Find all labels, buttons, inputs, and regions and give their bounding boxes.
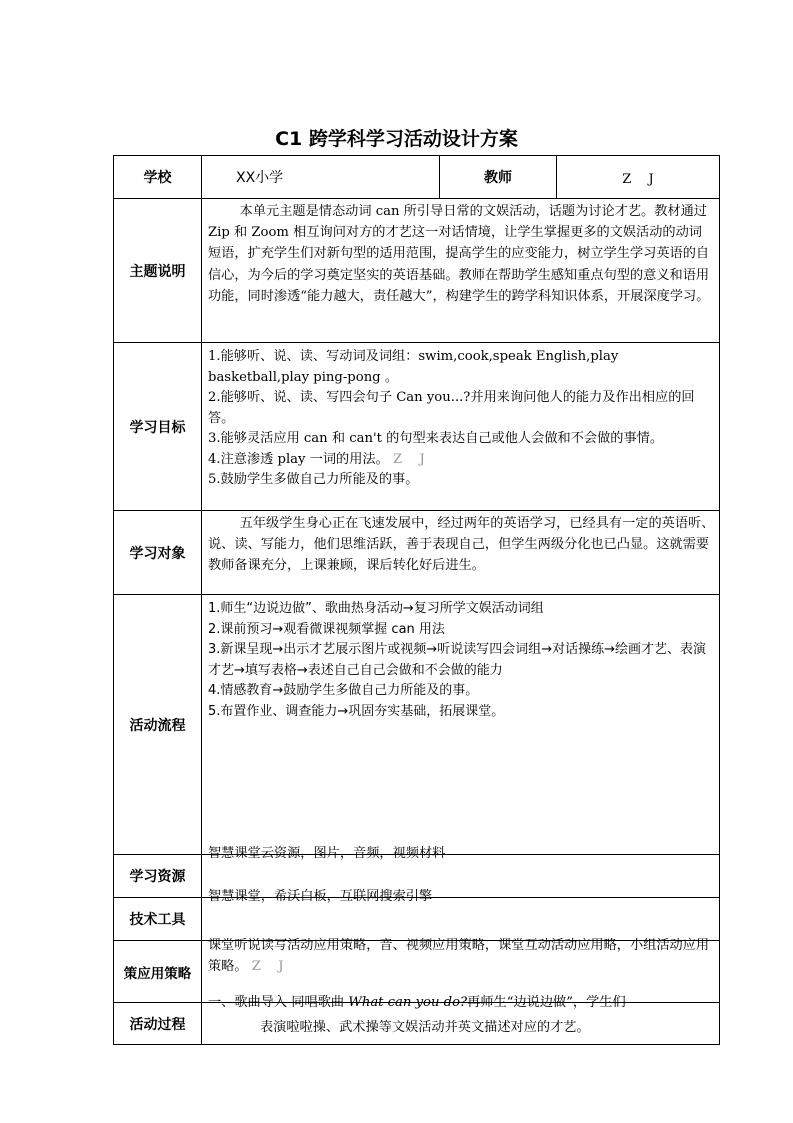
- strategy-body: 课堂听说读写活动应用策略，音、视频应用策略，课堂互动活动应用略，小组活动应用策略。: [208, 938, 710, 975]
- topic-cell: [202, 199, 720, 343]
- teacher-value: Z J: [557, 156, 720, 199]
- tools-label: 技术工具: [114, 898, 202, 941]
- school-value: XX小学: [202, 156, 440, 199]
- topic-row: [114, 199, 720, 343]
- school-label: 学校: [114, 156, 202, 199]
- goal-item: 3.能够灵活应用 can 和 can't 的句型来表达自己或他人会做和不会做的事情。: [208, 431, 664, 446]
- flow-item: 3.新课呈现→出示才艺展示图片或视频→听说读写四会词组→对话操练→绘画才艺、表演才艺→填写表格→表述自己自己会做和不会做的能力: [208, 642, 706, 678]
- goals-label: 学习目标: [114, 343, 202, 511]
- process-line-2: 表演啦啦操、武术操等文娱活动并英文描述对应的才艺。: [260, 1020, 590, 1036]
- audience-label: 学习对象: [114, 511, 202, 595]
- flow-item: 4.情感教育→鼓励学生多做自己力所能及的事。: [208, 683, 479, 698]
- process-label: 活动过程: [114, 1003, 202, 1045]
- page-title: C1 跨学科学习活动设计方案: [275, 128, 518, 150]
- flow-item: 2.课前预习→观看微课视频掌握 can 用法: [208, 621, 445, 637]
- process-line-1-prefix: 一、歌曲导入 同唱歌曲: [208, 995, 349, 1010]
- teacher-label: 教师: [440, 156, 557, 199]
- audience-cell: [202, 511, 720, 595]
- goal-item: 1.能够听、说、读、写动词及词组：swim,cook,speak English,play basketball,play ping-pong 。: [208, 349, 619, 385]
- process-row: [114, 1003, 720, 1045]
- flow-item: 1.师生“边说边做”、歌曲热身活动→复习所学文娱活动词组: [208, 601, 544, 616]
- topic-text: 本单元主题是情态动词 can 所引导日常的文娱活动，话题为讨论才艺。教材通过 Zip 和 Zoom 相互询问对方的才艺这一对话情境，让学生掌握更多的文娱活动的动词短语，扩充学生们对新句型的适用范围，提高学生的应变能力，树立学生学习英语的自信心，为今后的学习奠定坚实的英语基础。教师在帮助学生感知重点句型的意义和语用功能，同时渗透“能力越大，责任越大”，构建学生的跨学科知识体系，开展深度学习。: [208, 204, 710, 304]
- audience-text: 五年级学生身心正在飞速发展中，经过两年的英语学习，已经具有一定的英语听、说、读、写能力，他们思维活跃，善于表现自己，但学生两级分化也已凸显。这就需要教师备课充分，上课兼顾，课后转化好后进生。: [208, 516, 715, 574]
- flow-row: [114, 595, 720, 855]
- header-row: [114, 156, 720, 199]
- process-line-1: [208, 992, 715, 1013]
- goal-item: [208, 450, 715, 471]
- flow-cell: [202, 595, 720, 855]
- resources-text: 智慧课堂云资源，图片，音频，视频材料: [208, 846, 446, 861]
- topic-label: 主题说明: [114, 199, 202, 343]
- flow-label: 活动流程: [114, 595, 202, 855]
- strategy-text: [208, 935, 715, 977]
- process-song-title: What can you do?: [348, 995, 468, 1010]
- goals-cell: [202, 343, 720, 511]
- resources-label: 学习资源: [114, 855, 202, 898]
- goal-item-text: 4.注意渗透 play 一词的用法。: [208, 451, 389, 467]
- strategy-label: 策应用策略: [114, 941, 202, 1003]
- flow-item: 5.布置作业、调查能力→巩固夯实基础，拓展课堂。: [208, 703, 505, 719]
- tools-text: 智慧课堂，希沃白板，互联网搜索引擎: [208, 889, 433, 904]
- strategy-watermark: Z J: [251, 959, 284, 975]
- plan-table: [113, 155, 720, 1045]
- goal-item: 2.能够听、说、读、写四会句子 Can you...?并用来询问他人的能力及作出相应的回答。: [208, 390, 695, 426]
- process-line-1-suffix: 再师生“边说边做”，学生们: [467, 995, 626, 1010]
- goal-item: 5.鼓励学生多做自己力所能及的事。: [208, 472, 419, 487]
- audience-row: [114, 511, 720, 595]
- goals-row: [114, 343, 720, 511]
- goals-watermark: Z J: [393, 451, 425, 467]
- process-cell: [202, 995, 720, 1045]
